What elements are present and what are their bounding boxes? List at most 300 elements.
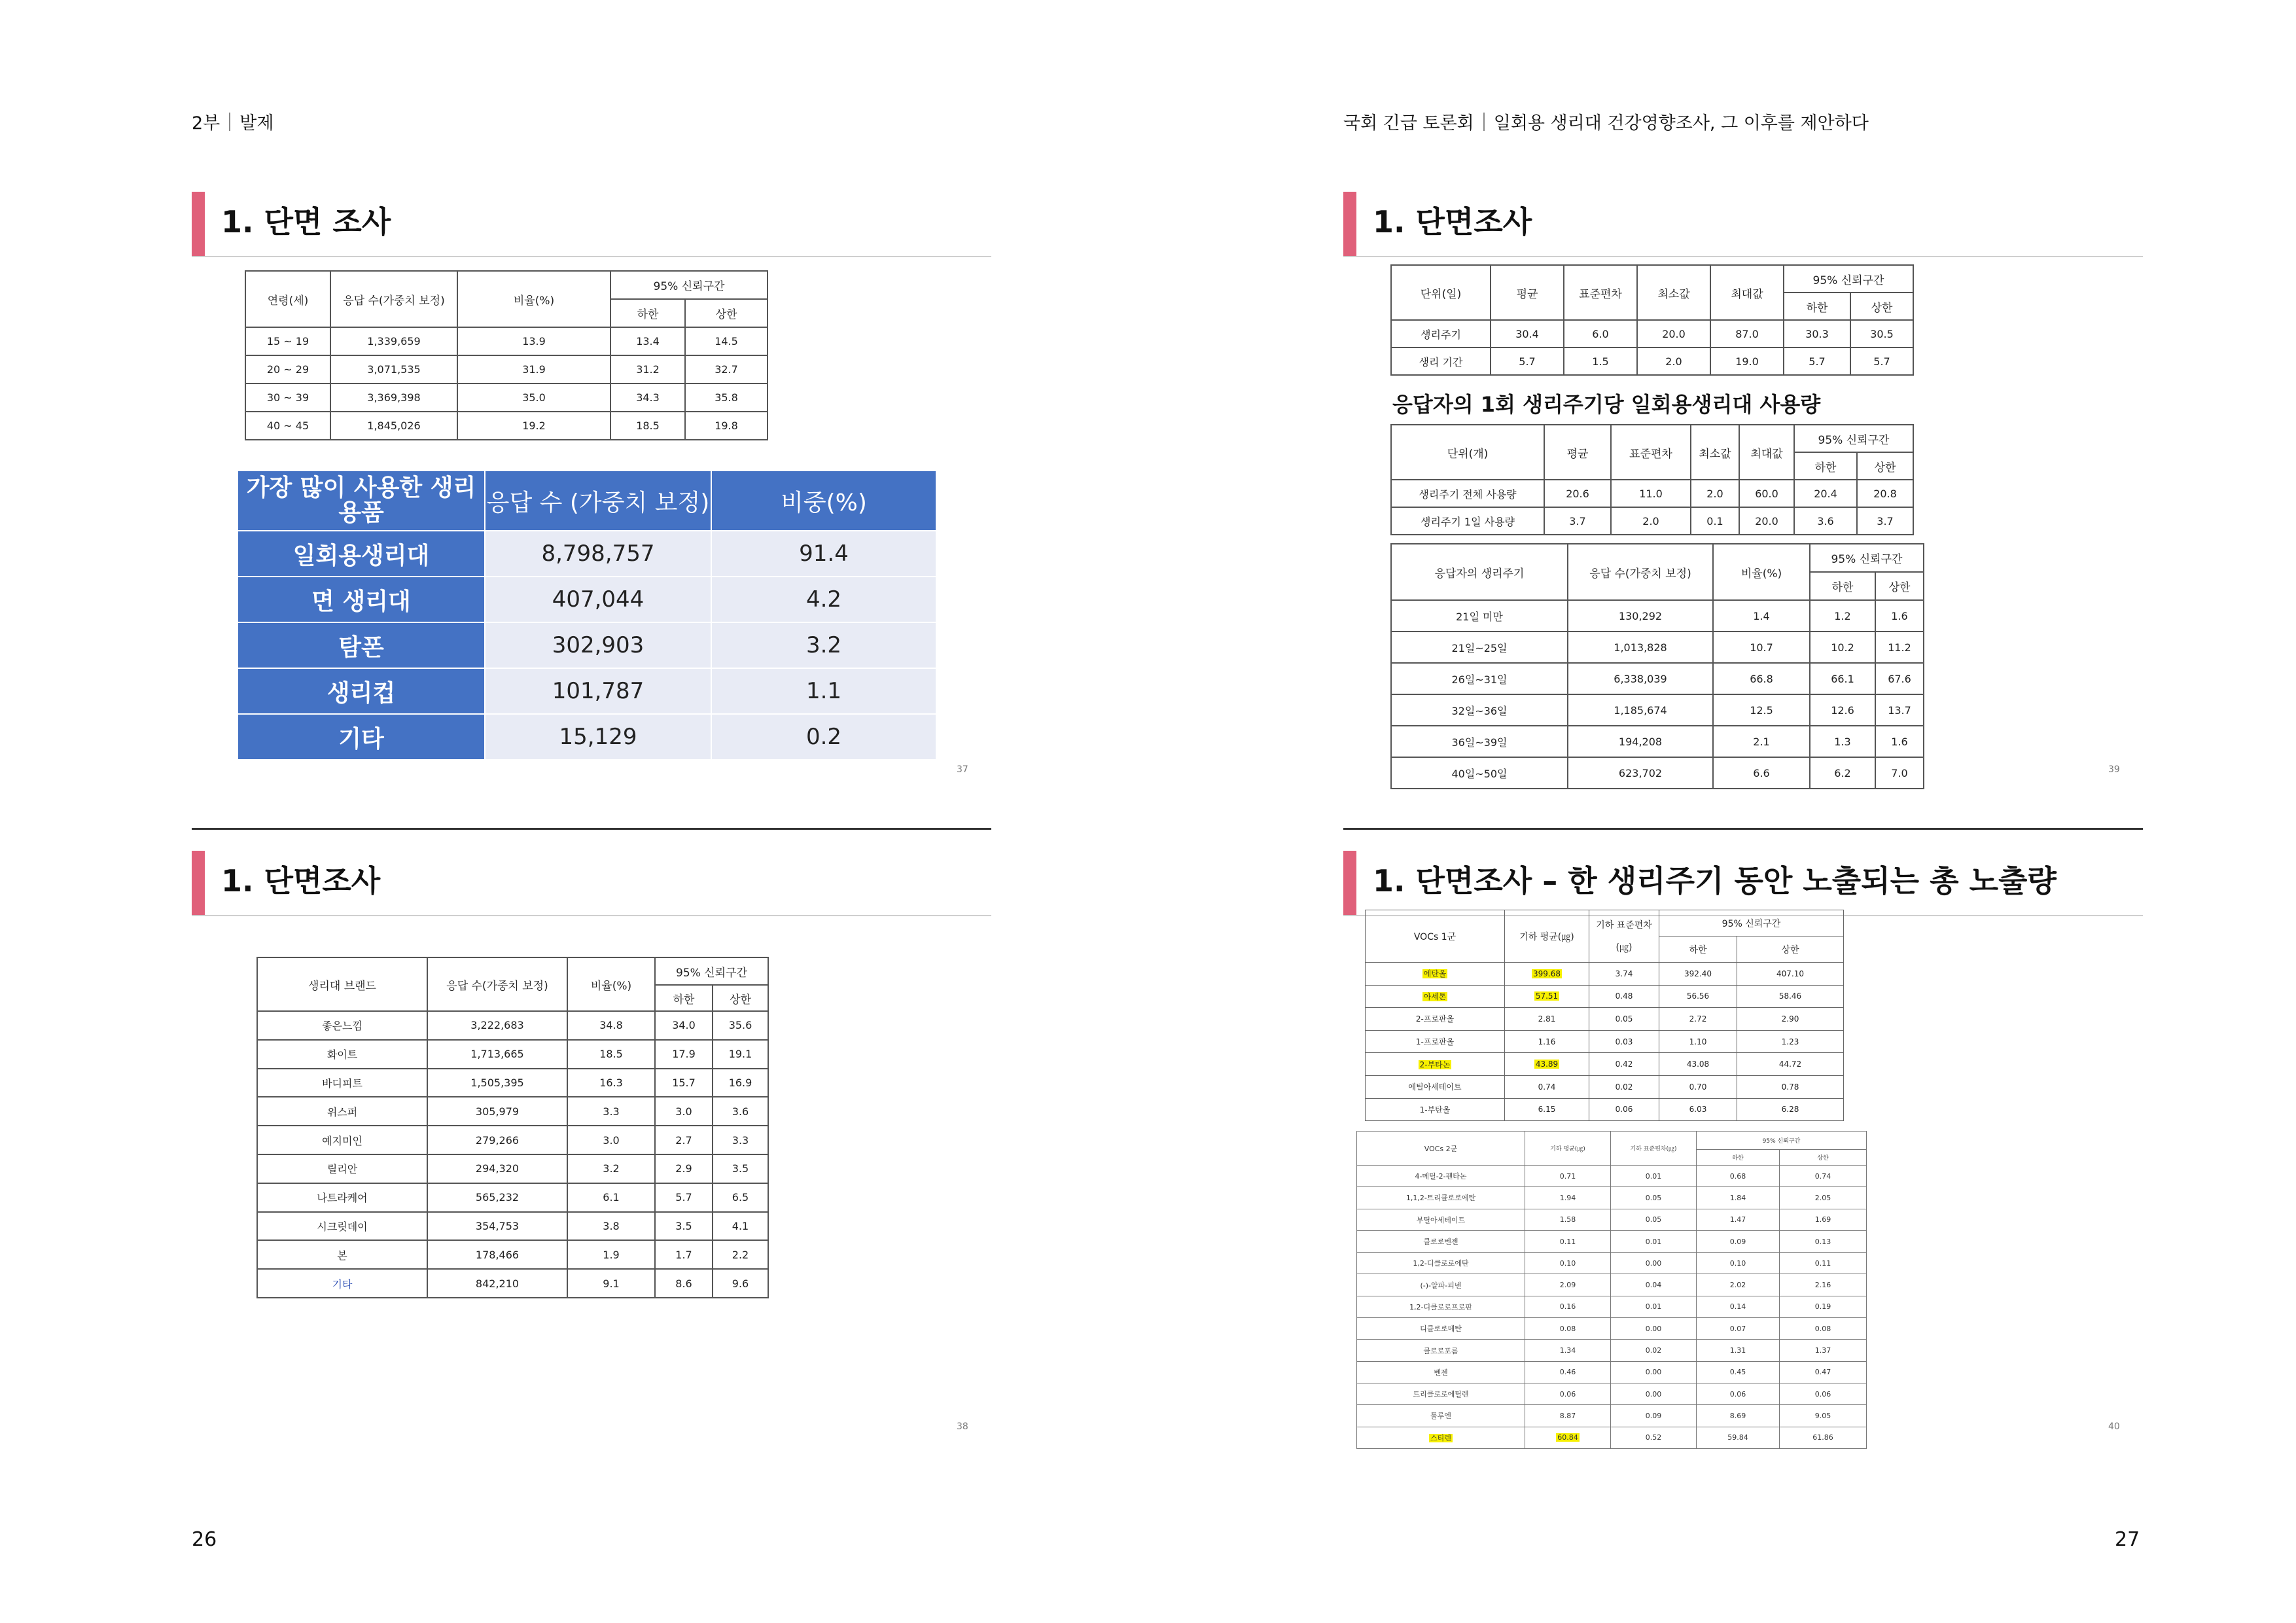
cell-text: 2-부타논 xyxy=(1419,1060,1451,1069)
table-cell: 91.4 xyxy=(711,531,936,577)
cell-text: 2.16 xyxy=(1814,1281,1831,1290)
cell-text: 2.81 xyxy=(1538,1014,1556,1024)
cell-text: 3.7 xyxy=(1877,514,1894,527)
table-cell xyxy=(1697,1361,1780,1383)
table-cell xyxy=(1505,1098,1589,1121)
cell-text: 35.6 xyxy=(728,1019,752,1032)
cell-text: 66.8 xyxy=(1750,672,1773,685)
cell-text: 기타 xyxy=(332,1277,353,1291)
cell-text: 0.13 xyxy=(1814,1237,1831,1246)
row-label-cell xyxy=(1357,1274,1525,1296)
table-cell xyxy=(1659,985,1737,1008)
table-row xyxy=(257,1154,768,1183)
col-header: 단위(개) xyxy=(1391,425,1544,480)
slide39-title-block xyxy=(1343,192,2143,257)
table-row xyxy=(245,355,768,383)
table-cell xyxy=(1491,348,1564,375)
cell-text: 3.5 xyxy=(675,1219,692,1232)
table-cell xyxy=(1697,1253,1780,1274)
cell-text: 2.0 xyxy=(1642,514,1659,527)
cell-text: 2.72 xyxy=(1689,1014,1707,1024)
table-cell xyxy=(713,1097,768,1126)
row-label-cell xyxy=(257,1154,427,1183)
cell-text: 19.0 xyxy=(1735,355,1759,368)
table-cell xyxy=(1780,1383,1867,1404)
table-row xyxy=(245,412,768,440)
cell-text: 생리 기간 xyxy=(1419,355,1463,368)
table-cell xyxy=(655,1183,713,1212)
table-cell xyxy=(1710,348,1784,375)
table-cell: 302,903 xyxy=(485,622,711,668)
table-cell xyxy=(427,1183,567,1212)
table-cell xyxy=(1637,348,1710,375)
cell-text: 294,320 xyxy=(475,1162,520,1175)
table-cell xyxy=(1780,1253,1867,1274)
table-cell xyxy=(713,1212,768,1241)
cell-text: 20 ~ 29 xyxy=(266,363,309,376)
cell-text: 3.8 xyxy=(603,1219,620,1232)
cell-text: 842,210 xyxy=(475,1277,520,1290)
row-label-cell xyxy=(257,1126,427,1154)
cell-text: 2.2 xyxy=(732,1248,749,1261)
col-header: VOCs 2군 xyxy=(1357,1132,1525,1166)
table-cell xyxy=(610,355,685,383)
cell-text: 0.08 xyxy=(1559,1324,1576,1333)
cell-text: 0.00 xyxy=(1645,1324,1662,1333)
cell-text: 20.6 xyxy=(1566,487,1589,500)
cell-text: 4.1 xyxy=(732,1219,749,1232)
header-separator xyxy=(1483,113,1485,131)
cell-text: 2.05 xyxy=(1814,1193,1831,1202)
cell-text: 178,466 xyxy=(475,1248,520,1261)
table-cell xyxy=(1659,1075,1737,1098)
table-row xyxy=(257,1269,768,1298)
table-cell xyxy=(1691,507,1739,535)
cell-text: 13.9 xyxy=(522,335,546,348)
table-row xyxy=(1366,1075,1844,1098)
table-cell xyxy=(1810,632,1875,663)
table-cell xyxy=(655,1097,713,1126)
cell-text: 0.01 xyxy=(1645,1237,1662,1246)
row-label-cell xyxy=(245,412,330,440)
table-cell xyxy=(1611,1383,1697,1404)
col-header-upper: 상한 xyxy=(1850,293,1913,320)
cell-text: 3,071,535 xyxy=(367,363,421,376)
cell-text: 1,845,026 xyxy=(367,419,421,432)
table-row xyxy=(1357,1383,1867,1404)
cell-text: 0.01 xyxy=(1645,1171,1662,1181)
table-cell xyxy=(1611,1209,1697,1230)
cell-text: 2.90 xyxy=(1781,1014,1799,1024)
table-cell xyxy=(1697,1166,1780,1187)
col-header-upper: 상한 xyxy=(1737,936,1844,963)
table-cell xyxy=(1659,1030,1737,1053)
table-cell xyxy=(330,355,457,383)
table-cell xyxy=(713,1240,768,1269)
row-label-cell xyxy=(1391,320,1491,348)
cell-text: 0.02 xyxy=(1615,1082,1633,1092)
col-header: 비율(%) xyxy=(567,957,655,1011)
cell-text: 0.10 xyxy=(1559,1258,1576,1268)
cell-text: 20.8 xyxy=(1873,487,1897,500)
table-cell xyxy=(1525,1405,1611,1427)
table-cell xyxy=(1589,963,1659,986)
cell-text: 예지미인 xyxy=(322,1134,362,1147)
col-header: 평균 xyxy=(1491,265,1564,320)
col-header-lower: 하한 xyxy=(1784,293,1850,320)
row-label-cell xyxy=(257,1269,427,1298)
table-cell xyxy=(1875,632,1924,663)
table-cell xyxy=(1857,480,1913,507)
table-cell xyxy=(713,1269,768,1298)
cell-text: 56.56 xyxy=(1686,991,1710,1001)
col-header-ci: 95% 신뢰구간 xyxy=(1784,265,1913,293)
table-cell xyxy=(1780,1166,1867,1187)
cell-text: 0.74 xyxy=(1538,1082,1556,1092)
cell-text: 15.7 xyxy=(672,1076,696,1089)
cell-text: 0.06 xyxy=(1559,1389,1576,1399)
row-label-cell xyxy=(1366,1053,1505,1076)
slide38-title: 1. 단면조사 xyxy=(221,863,381,899)
cell-text: 87.0 xyxy=(1735,327,1759,340)
table-row xyxy=(257,1097,768,1126)
cell-text: 0.47 xyxy=(1814,1368,1831,1377)
table-cell xyxy=(1780,1230,1867,1252)
row-label-cell: 기타 xyxy=(238,714,485,760)
cell-text: 3.74 xyxy=(1615,969,1633,978)
table-cell xyxy=(427,1240,567,1269)
table-row xyxy=(1366,985,1844,1008)
col-header-lower: 하한 xyxy=(1659,936,1737,963)
table-cell xyxy=(1525,1340,1611,1361)
col-header-ci: 95% 신뢰구간 xyxy=(1659,910,1844,936)
table-cell xyxy=(655,1011,713,1040)
cell-text: 2-프로판올 xyxy=(1415,1014,1455,1024)
table-cell xyxy=(1525,1166,1611,1187)
table-cell xyxy=(1713,757,1810,789)
table-cell xyxy=(1737,1008,1844,1031)
cell-text: 5.7 xyxy=(1519,355,1536,368)
cell-text: 2.7 xyxy=(675,1133,692,1147)
table-cell xyxy=(1611,1405,1697,1427)
table-cell xyxy=(1713,632,1810,663)
table-cell xyxy=(427,1154,567,1183)
title-accent-bar xyxy=(1343,851,1356,915)
col-header: 생리대 브랜드 xyxy=(257,957,427,1011)
table-cell xyxy=(1780,1340,1867,1361)
table-row xyxy=(1357,1187,1867,1209)
col-header: 기하 평균(㎍) xyxy=(1505,910,1589,963)
row-label-cell xyxy=(1391,632,1568,663)
cell-text: 0.01 xyxy=(1645,1302,1662,1311)
cell-text: 61.86 xyxy=(1812,1433,1833,1442)
table-cell xyxy=(1491,320,1564,348)
cell-text: 에틸아세테이트 xyxy=(1408,1082,1462,1092)
table-cell xyxy=(1780,1427,1867,1448)
cell-text: 35.0 xyxy=(522,391,546,404)
table-cell: 8,798,757 xyxy=(485,531,711,577)
row-label-cell xyxy=(1357,1187,1525,1209)
table-row xyxy=(1391,663,1924,694)
cell-text: 12.5 xyxy=(1750,704,1773,717)
table-cell xyxy=(1780,1187,1867,1209)
cell-text: 톨루엔 xyxy=(1430,1412,1451,1421)
table-cell xyxy=(330,412,457,440)
cell-text: 0.05 xyxy=(1615,1014,1633,1024)
cell-text: 1.34 xyxy=(1559,1346,1576,1355)
row-label-cell xyxy=(257,1011,427,1040)
row-label-cell xyxy=(1391,694,1568,726)
table-cell xyxy=(685,412,768,440)
cell-text: 43.89 xyxy=(1535,1060,1559,1069)
table-cell xyxy=(567,1126,655,1154)
row-label-cell xyxy=(257,1097,427,1126)
table-cell xyxy=(567,1069,655,1097)
table-row xyxy=(257,1126,768,1154)
cell-text: 1.10 xyxy=(1689,1037,1707,1046)
table-cell xyxy=(1525,1187,1611,1209)
cell-text: 8.87 xyxy=(1559,1411,1576,1420)
cell-text: 20.4 xyxy=(1814,487,1837,500)
table-cell xyxy=(1697,1187,1780,1209)
table-cell xyxy=(1589,1030,1659,1053)
cell-text: 407.10 xyxy=(1776,969,1804,978)
table-cell xyxy=(1697,1230,1780,1252)
cell-text: 0.71 xyxy=(1559,1171,1576,1181)
cell-text: 0.09 xyxy=(1729,1237,1746,1246)
col-header: 기하 표준편차(㎍) xyxy=(1611,1132,1697,1166)
header-separator xyxy=(229,113,230,131)
slide40-title: 1. 단면조사 – 한 생리주기 동안 노출되는 총 노출량 xyxy=(1373,863,2057,899)
row-label-cell xyxy=(1391,507,1544,535)
brand-table xyxy=(256,957,769,1298)
table-cell xyxy=(1589,1008,1659,1031)
table-cell xyxy=(427,1126,567,1154)
cell-text: 10.2 xyxy=(1831,641,1854,654)
table-cell xyxy=(685,355,768,383)
row-label-cell xyxy=(257,1183,427,1212)
table-cell xyxy=(1697,1405,1780,1427)
table-cell xyxy=(1611,1296,1697,1317)
cell-text: 1.2 xyxy=(1834,609,1851,622)
table-cell xyxy=(1589,1075,1659,1098)
col-header: 최대값 xyxy=(1710,265,1784,320)
cell-text: 나트라케어 xyxy=(317,1192,368,1205)
table-cell xyxy=(1697,1318,1780,1340)
table-cell xyxy=(1737,1030,1844,1053)
cell-text: 4-메틸-2-펜타논 xyxy=(1415,1172,1467,1181)
cell-text: 0.00 xyxy=(1645,1389,1662,1399)
cell-text: 34.3 xyxy=(636,391,660,404)
table-row xyxy=(1357,1427,1867,1448)
cell-text: 1.58 xyxy=(1559,1215,1576,1224)
cell-text: 3.6 xyxy=(732,1105,749,1118)
row-label-cell xyxy=(1357,1361,1525,1383)
table-cell xyxy=(1611,1166,1697,1187)
table-cell xyxy=(330,327,457,355)
cell-text: 3.0 xyxy=(603,1133,620,1147)
row-label-cell xyxy=(1391,480,1544,507)
cell-text: 좋은느낌 xyxy=(322,1020,362,1033)
table-cell xyxy=(1737,985,1844,1008)
page-number-right: 27 xyxy=(2115,1528,2140,1551)
cell-text: 10.7 xyxy=(1750,641,1773,654)
slide-number: 40 xyxy=(2108,1421,2120,1432)
table-cell xyxy=(1737,1053,1844,1076)
cell-text: 8.69 xyxy=(1729,1411,1746,1420)
row-label-cell: 면 생리대 xyxy=(238,577,485,622)
col-header: 최대값 xyxy=(1739,425,1794,480)
cell-text: 0.05 xyxy=(1645,1215,1662,1224)
row-label-cell xyxy=(1357,1340,1525,1361)
table-cell xyxy=(1659,963,1737,986)
cell-text: 0.06 xyxy=(1814,1389,1831,1399)
cell-text: 40일~50일 xyxy=(1451,767,1508,780)
cell-text: 1,2-디클로로에탄 xyxy=(1413,1259,1469,1268)
table-cell xyxy=(427,1269,567,1298)
table-cell xyxy=(1810,726,1875,757)
row-label-cell xyxy=(245,355,330,383)
cell-text: 32.7 xyxy=(715,363,738,376)
table-cell xyxy=(1568,694,1713,726)
cell-text: 279,266 xyxy=(475,1133,520,1147)
table-cell xyxy=(1810,600,1875,632)
cell-text: 623,702 xyxy=(1618,766,1663,779)
table-row xyxy=(1366,963,1844,986)
table-row xyxy=(1366,1008,1844,1031)
cell-text: 1.37 xyxy=(1814,1346,1831,1355)
cell-text: 2.02 xyxy=(1729,1281,1746,1290)
col-header: 평균 xyxy=(1544,425,1611,480)
col-header: 단위(일) xyxy=(1391,265,1491,320)
row-label-cell xyxy=(1366,1075,1505,1098)
row-label-cell xyxy=(1391,726,1568,757)
product-table xyxy=(237,470,937,760)
table-cell xyxy=(655,1269,713,1298)
cell-text: 19.2 xyxy=(522,419,546,432)
col-header-lower: 하한 xyxy=(655,985,713,1011)
row-label-cell: 탐폰 xyxy=(238,622,485,668)
table-cell xyxy=(1564,320,1637,348)
row-label-cell xyxy=(1391,600,1568,632)
cell-text: 40 ~ 45 xyxy=(266,419,309,432)
cell-text: 화이트 xyxy=(327,1048,358,1061)
cell-text: 1.9 xyxy=(603,1248,620,1261)
slide-number: 37 xyxy=(957,764,968,775)
table-cell xyxy=(1544,507,1611,535)
table-row xyxy=(1366,1098,1844,1121)
cell-text: 부틸아세테이트 xyxy=(1416,1215,1466,1224)
col-header-ci: 95% 신뢰구간 xyxy=(610,271,768,299)
table-cell xyxy=(655,1126,713,1154)
table-cell xyxy=(1710,320,1784,348)
table-cell xyxy=(1589,1053,1659,1076)
table-row xyxy=(238,531,936,577)
cell-text: 3,222,683 xyxy=(470,1019,524,1032)
table-cell xyxy=(1525,1318,1611,1340)
cell-text: 8.6 xyxy=(675,1277,692,1290)
cell-text: 1,2-디클로로프로판 xyxy=(1409,1302,1472,1311)
table-cell xyxy=(1713,600,1810,632)
table-cell xyxy=(1525,1230,1611,1252)
page-number-left: 26 xyxy=(192,1528,217,1551)
table-cell xyxy=(1505,1008,1589,1031)
cell-text: 디클로로메탄 xyxy=(1420,1325,1462,1334)
cell-text: 20.0 xyxy=(1755,514,1778,527)
table-row xyxy=(1366,1053,1844,1076)
cell-text: 0.1 xyxy=(1706,514,1723,527)
table-cell xyxy=(1697,1427,1780,1448)
slide37-title-block xyxy=(192,192,991,257)
table-row xyxy=(257,1040,768,1069)
col-header: 기하 평균(㎍) xyxy=(1525,1132,1611,1166)
table-cell xyxy=(1568,726,1713,757)
cell-text: 생리주기 1일 사용량 xyxy=(1421,515,1515,528)
cell-text: 3.3 xyxy=(603,1105,620,1118)
cell-text: 0.46 xyxy=(1559,1368,1576,1377)
cell-text: 565,232 xyxy=(475,1191,520,1204)
cell-text: 30 ~ 39 xyxy=(266,391,309,404)
col-header-lower: 하한 xyxy=(610,299,685,327)
cell-text: 19.8 xyxy=(715,419,738,432)
cell-text: 18.5 xyxy=(636,419,660,432)
cell-text: 1,713,665 xyxy=(470,1048,524,1061)
col-header: 응답자의 생리주기 xyxy=(1391,544,1568,600)
voc1-table xyxy=(1365,910,1844,1121)
row-label-cell xyxy=(1366,1098,1505,1121)
usage-subheading: 응답자의 1회 생리주기당 일회용생리대 사용량 xyxy=(1392,392,1821,417)
table-cell xyxy=(1737,1098,1844,1121)
cell-text: 11.0 xyxy=(1639,487,1663,500)
cell-text: 17.9 xyxy=(672,1048,696,1061)
table-cell xyxy=(1611,480,1691,507)
cell-text: 0.19 xyxy=(1814,1302,1831,1311)
row-label-cell: 일회용생리대 xyxy=(238,531,485,577)
col-header: 비율(%) xyxy=(1713,544,1810,600)
cell-text: 6.1 xyxy=(603,1191,620,1204)
table-cell xyxy=(1525,1361,1611,1383)
row-label-cell xyxy=(257,1069,427,1097)
slide38-title-block xyxy=(192,851,991,916)
row-label-cell xyxy=(1357,1318,1525,1340)
cell-text: 305,979 xyxy=(475,1105,520,1118)
row-label-cell xyxy=(1357,1405,1525,1427)
table-cell xyxy=(1780,1405,1867,1427)
table-cell xyxy=(1611,507,1691,535)
cell-text: 0.00 xyxy=(1645,1368,1662,1377)
cell-text: 30.3 xyxy=(1805,327,1829,340)
table-row xyxy=(245,383,768,412)
cell-text: 6.28 xyxy=(1781,1105,1799,1115)
table-cell xyxy=(567,1011,655,1040)
table-cell xyxy=(1568,757,1713,789)
cell-text: 30.5 xyxy=(1870,327,1894,340)
table-cell xyxy=(1780,1318,1867,1340)
cell-text: 1-프로판올 xyxy=(1415,1037,1455,1047)
table-cell xyxy=(1525,1427,1611,1448)
table-row xyxy=(1357,1296,1867,1317)
cell-text: 2.09 xyxy=(1559,1281,1576,1290)
col-header-upper: 상한 xyxy=(713,985,768,1011)
table-cell xyxy=(1564,348,1637,375)
cell-text: 34.8 xyxy=(599,1019,623,1032)
table-cell xyxy=(1739,507,1794,535)
table-row xyxy=(1357,1230,1867,1252)
cell-text: 3.6 xyxy=(1817,514,1834,527)
cell-text: 본 xyxy=(337,1249,347,1262)
table-cell xyxy=(1611,1253,1697,1274)
cell-text: 1.94 xyxy=(1559,1193,1576,1202)
